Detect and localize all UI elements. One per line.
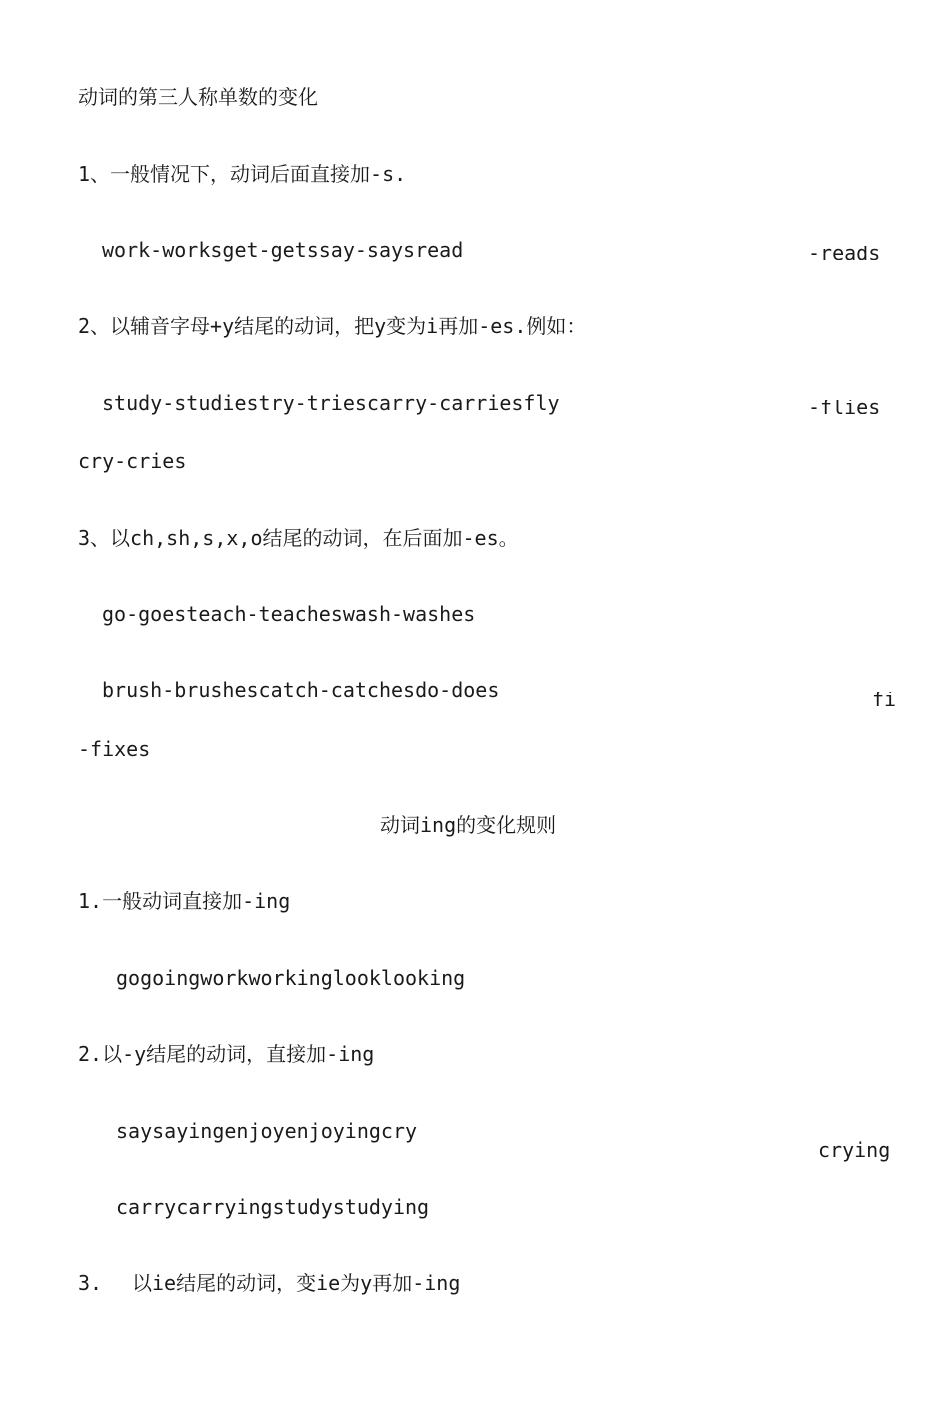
rule2-examples: study-studiestry-triescarry-carriesfly <box>102 391 560 415</box>
rule2-examples-tail: -flies <box>808 400 881 414</box>
rule3-examples-cont: -fixes <box>78 737 151 761</box>
rule3-examples-line2: brush-brushescatch-catchesdo-does <box>102 678 500 702</box>
section2-title: 动词ing的变化规则 <box>380 813 557 837</box>
rule1-text: 1、一般情况下，动词后面直接加-s. <box>78 162 407 186</box>
ing-rule3-text: 以ie结尾的动词，变ie为y再加-ing <box>132 1271 461 1295</box>
rule3-examples-line1: go-goesteach-teacheswash-washes <box>102 602 476 626</box>
rule3-text: 3、以ch,sh,s,x,o结尾的动词，在后面加-es。 <box>78 526 519 550</box>
ing-rule2-examples-tail: crying <box>818 1138 891 1162</box>
ing-rule3-number: 3. <box>78 1271 103 1295</box>
ing-rule2-text: 2.以-y结尾的动词，直接加-ing <box>78 1042 375 1066</box>
section1-title: 动词的第三人称单数的变化 <box>78 85 318 109</box>
rule3-examples-line2-tail: fi <box>872 692 897 706</box>
rule1-examples-tail: -reads <box>808 246 881 260</box>
rule2-text: 2、以辅音字母+y结尾的动词，把y变为i再加-es.例如： <box>78 314 587 338</box>
ing-rule2-examples-line2: carrycarryingstudystudying <box>116 1195 430 1219</box>
rule2-examples-cont: cry-cries <box>78 449 187 473</box>
ing-rule1-text: 1.一般动词直接加-ing <box>78 889 291 913</box>
rule1-examples: work-worksget-getssay-saysread <box>102 238 464 262</box>
ing-rule2-examples-line1: saysayingenjoyenjoyingcry <box>116 1119 418 1143</box>
ing-rule1-examples: gogoingworkworkinglooklooking <box>116 966 466 990</box>
